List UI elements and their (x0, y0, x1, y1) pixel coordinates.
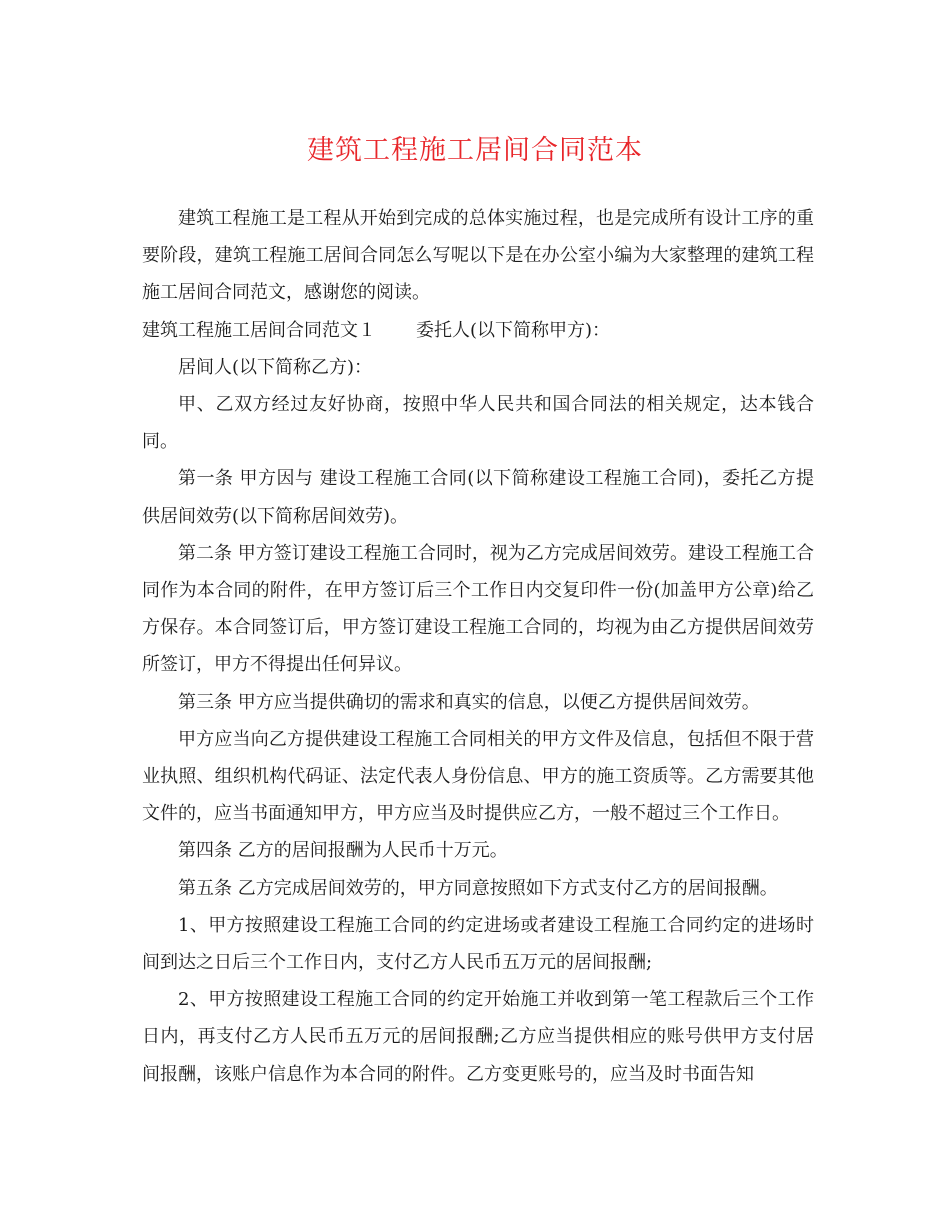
payment-item-2: 2、甲方按照建设工程施工合同的约定开始施工并收到第一笔工程款后三个工作日内，再支付乙方人民币五万元的居间报酬;乙方应当提供相应的账号供甲方支付居间报酬，该账户信息作为本合同的附件。乙方变更账号的，应当及时书面告知 (142, 989, 814, 1085)
payment-item-1: 1、甲方按照建设工程施工合同的约定进场或者建设工程施工合同约定的进场时间到达之日后三个工作日内，支付乙方人民币五万元的居间报酬; (142, 914, 814, 974)
article-4: 第四条 乙方的居间报酬为人民币十万元。 (178, 840, 508, 862)
document-title: 建筑工程施工居间合同范本 (307, 135, 643, 166)
article-3: 第三条 甲方应当提供确切的需求和真实的信息，以便乙方提供居间效劳。 (178, 691, 760, 713)
article-3-detail: 甲方应当向乙方提供建设工程施工合同相关的甲方文件及信息，包括但不限于营业执照、组织机构代码证、法定代表人身份信息、甲方的施工资质等。乙方需要其他文件的，应当书面通知甲方，甲方应当及时提供应乙方，一般不超过三个工作日。 (142, 728, 814, 825)
sample-heading: 建筑工程施工居间合同范文１ (142, 319, 376, 341)
intro-paragraph: 建筑工程施工是工程从开始到完成的总体实施过程，也是完成所有设计工序的重要阶段，建筑工程施工居间合同怎么写呢以下是在办公室小编为大家整理的建筑工程施工居间合同范文，感谢您的阅读。 (142, 208, 814, 304)
document-body (142, 200, 814, 1093)
preamble-paragraph: 甲、乙双方经过友好协商，按照中华人民共和国合同法的相关规定，达本钱合同。 (142, 394, 814, 453)
article-5: 第五条 乙方完成居间效劳的，甲方同意按照如下方式支付乙方的居间报酬。 (178, 877, 778, 899)
article-2: 第二条 甲方签订建设工程施工合同时，视为乙方完成居间效劳。建设工程施工合同作为本合同的附件，在甲方签订后三个工作日内交复印件一份(加盖甲方公章)给乙方保存。本合同签订后，甲方签订建设工程施工合同的，均视为由乙方提供居间效劳所签订，甲方不得提出任何异议。 (142, 542, 814, 676)
party-b-label: 居间人(以下简称乙方)： (178, 356, 373, 378)
heading-gap (376, 312, 416, 349)
article-1: 第一条 甲方因与 建设工程施工合同(以下简称建设工程施工合同)，委托乙方提供居间效劳(以下简称居间效劳)。 (142, 468, 814, 527)
sample-heading-line (142, 312, 814, 349)
party-a-label: 委托人(以下简称甲方)： (416, 319, 611, 341)
